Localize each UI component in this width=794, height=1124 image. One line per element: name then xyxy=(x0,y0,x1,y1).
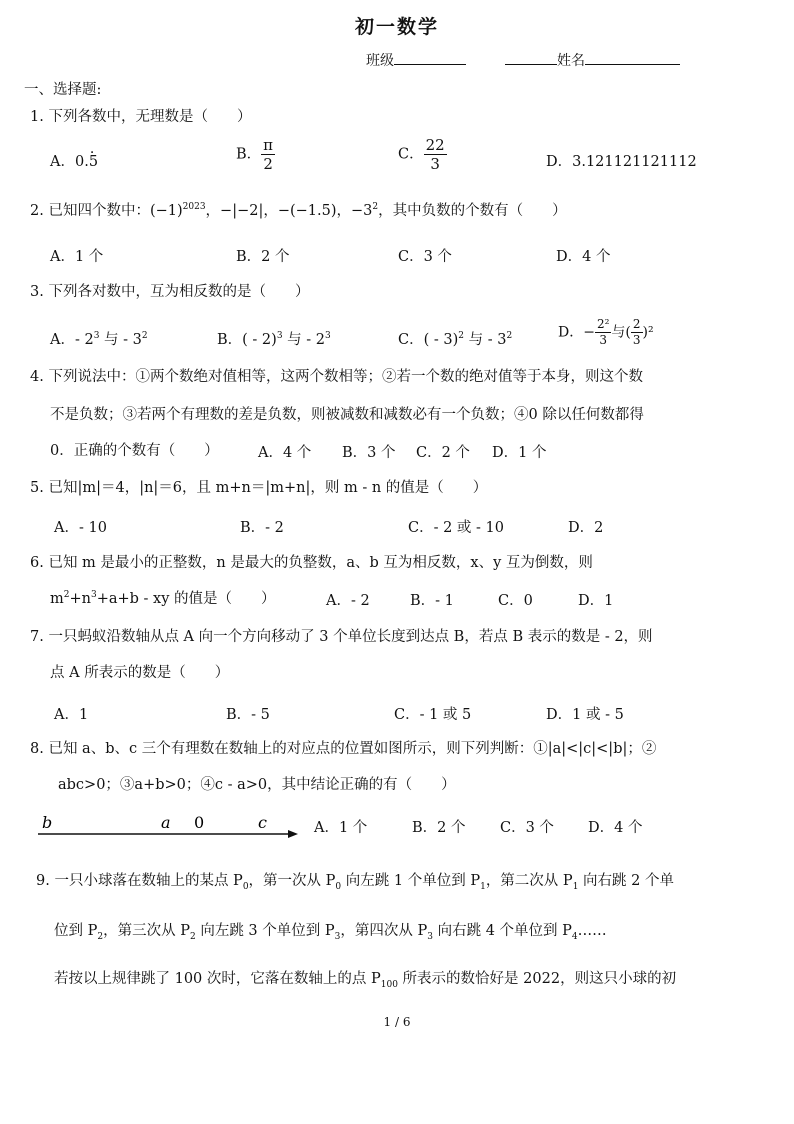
question-3: 3. 下列各对数中，互为相反数的是（ ） xyxy=(30,284,310,300)
question-9-line-1: 9. 一只小球落在数轴上的某点 $P_0$，第一次从 $P_0$ 向左跳 1 个单位到 $P_1$，第二次从 $P_1$ 向右跳 2 个单 xyxy=(36,873,674,892)
question-4-line-3: 0．正确的个数有（ ） xyxy=(50,443,219,459)
question-5: 5. 已知|m|＝4，|n|＝6，且 m+n＝|m+n|，则 m - n 的值是（ ） xyxy=(30,480,488,496)
question-6-line-1: 6. 已知 m 是最小的正整数，n 是最大的负整数，a、b 互为相反数，x、y 互为倒数，则 xyxy=(30,555,593,571)
q5-option-a: A．- 10 xyxy=(54,520,107,536)
class-label: 班级 xyxy=(366,53,394,69)
class-blank xyxy=(394,50,466,65)
section-heading: 一、选择题: xyxy=(24,82,102,98)
question-7-line-2: 点 A 所表示的数是（ ） xyxy=(50,665,230,681)
q7-option-c: C．- 1 或 5 xyxy=(394,707,472,723)
q6-option-b: B．- 1 xyxy=(410,593,454,609)
22-over-3-fraction: $\frac{22}{3}$ xyxy=(425,136,445,173)
q8-option-d: D．4 个 xyxy=(588,820,643,836)
q4-option-d: D．1 个 xyxy=(492,445,547,461)
question-9-line-3: 若按以上规律跳了 100 次时，它落在数轴上的点 $P_{100}$ 所表示的数恰好是 2022，则这只小球的初 xyxy=(54,971,677,990)
q2-option-d: D．4 个 xyxy=(556,249,611,265)
page-title: 初一数学 xyxy=(354,16,439,38)
q8-option-c: C．3 个 xyxy=(500,820,554,836)
q6-option-c: C．0 xyxy=(498,593,533,609)
q3-option-c: C．( - 3)$^2$ 与 - $3^2$ xyxy=(398,331,513,348)
name-field xyxy=(505,50,680,70)
point-b-label: b xyxy=(42,813,53,832)
class-field xyxy=(366,50,466,70)
q3-option-a: A．- $2^3$ 与 - $3^2$ xyxy=(50,331,148,348)
q6-option-d: D．1 xyxy=(578,593,614,609)
question-8-line-2: abc>0；③a+b>0；④c - a>0，其中结论正确的有（ ） xyxy=(58,777,456,793)
q3-option-d: D．− $\frac{\text{2²}}{3}$ 与( $\frac{2}{3}$ )² xyxy=(558,317,654,347)
q5-option-b: B．- 2 xyxy=(240,520,284,536)
q1-option-d: D．3.121121121112 xyxy=(546,154,697,170)
question-8-line-1: 8. 已知 a、b、c 三个有理数在数轴上的对应点的位置如图所示，则下列判断：①|a|<|c|<|b|；② xyxy=(30,741,657,757)
number-line-figure xyxy=(36,808,306,844)
q1-option-c: C． $\frac{22}{3}$ xyxy=(398,136,445,173)
question-7-line-1: 7. 一只蚂蚁沿数轴从点 A 向一个方向移动了 3 个单位长度到达点 B，若点 B 表示的数是 - 2，则 xyxy=(30,629,653,645)
name-blank xyxy=(585,50,680,65)
name-label: 姓名 xyxy=(557,53,585,69)
question-4-line-1: 4. 下列说法中：①两个数绝对值相等，这两个数相等；②若一个数的绝对值等于本身，则这个数 xyxy=(30,369,643,385)
q4-option-a: A．4 个 xyxy=(258,445,312,461)
q7-option-a: A．1 xyxy=(54,707,89,723)
origin-label: 0 xyxy=(194,813,205,832)
q5-option-d: D．2 xyxy=(568,520,604,536)
question-1: 1. 下列各数中，无理数是（ ） xyxy=(30,109,252,125)
q7-option-b: B．- 5 xyxy=(226,707,270,723)
q1-option-a: A．0.· 5 xyxy=(50,150,98,171)
q1-option-b: B． $\frac{\pi}{2}$ xyxy=(236,136,274,173)
q5-option-c: C．- 2 或 - 10 xyxy=(408,520,505,536)
name-pre-blank xyxy=(505,50,557,65)
q8-option-a: A．1 个 xyxy=(314,820,368,836)
q3-option-b: B．( - 2)$^3$ 与 - $2^3$ xyxy=(217,331,331,348)
q4-option-b: B．3 个 xyxy=(342,445,396,461)
q2-option-b: B．2 个 xyxy=(236,249,290,265)
question-9-line-2: 位到 $P_2$，第三次从 $P_2$ 向左跳 3 个单位到 $P_3$，第四次从 $P_3$ 向右跳 4 个单位到 $P_4\dots\dots$ xyxy=(54,923,607,942)
arrow-icon xyxy=(288,830,298,838)
page-number: 1 / 6 xyxy=(383,1015,411,1029)
q2-option-c: C．3 个 xyxy=(398,249,452,265)
question-6-line-2: $m^2+n^3+a+b$ - xy 的值是（ ） xyxy=(50,590,276,607)
q6-option-a: A．- 2 xyxy=(326,593,370,609)
question-2: 2. 已知四个数中：$(-1)^{2023}$，−|−2|，−(−1.5)，$-3^2$，其中负数的个数有（ ） xyxy=(30,202,567,219)
point-c-label: c xyxy=(258,813,267,832)
question-4-line-2: 不是负数；③若两个有理数的差是负数，则被减数和减数必有一个负数；④0 除以任何数都得 xyxy=(50,407,644,423)
point-a-label: a xyxy=(161,813,171,832)
q8-option-b: B．2 个 xyxy=(412,820,466,836)
q4-option-c: C．2 个 xyxy=(416,445,470,461)
q7-option-d: D．1 或 - 5 xyxy=(546,707,624,723)
q2-option-a: A．1 个 xyxy=(50,249,104,265)
pi-over-2-fraction: $\frac{\pi}{2}$ xyxy=(263,136,274,173)
